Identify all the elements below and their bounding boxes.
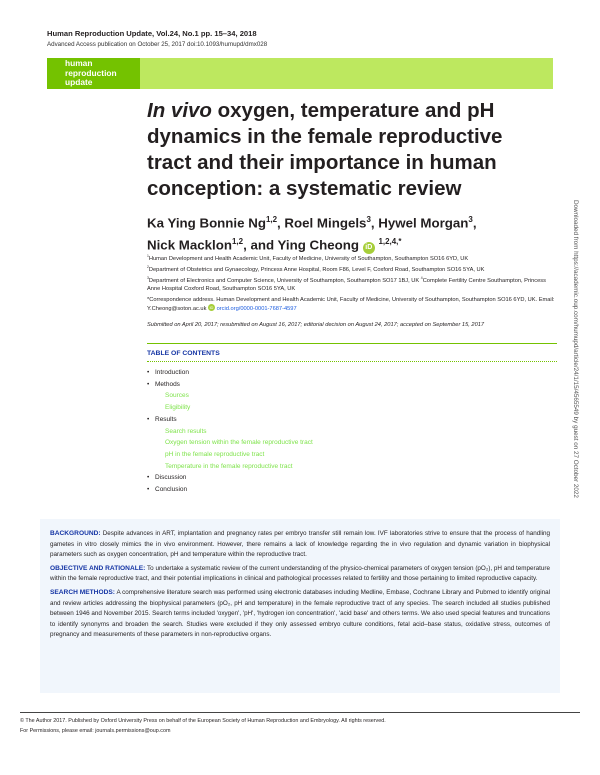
- footer: [20, 712, 580, 736]
- copyright: © The Author 2017. Published by Oxford University Press on behalf of the European Society of Human Reproduction and Embryology. All rights reserved.: [20, 718, 386, 724]
- search-methods-label: SEARCH METHODS:: [50, 588, 115, 596]
- article-title: [147, 98, 547, 202]
- author-sup: 3: [366, 215, 371, 224]
- toc-item[interactable]: pH in the female reproductive tract: [165, 450, 265, 458]
- table-of-contents: [147, 343, 557, 496]
- author-sup: 1,2: [265, 215, 278, 224]
- permissions: For Permissions, please email: journals.permissions@oup.com: [20, 728, 171, 734]
- author-name: Roel Mingels: [284, 215, 367, 231]
- affiliation-1: Human Development and Health Academic Unit, Faculty of Medicine, University of Southampton, Southampton SO16 6YD, UK: [148, 255, 469, 262]
- journal-reference: Human Reproduction Update, Vol.24, No.1 pp. 15–34, 2018: [47, 29, 257, 38]
- orcid-icon[interactable]: iD: [363, 242, 375, 254]
- objective-text: To undertake a systematic review of the current understanding of the physico-chemical parameters of oxygen tension (pO₂), pH and temperature within the female reproductive tract, and their potential implications in clinical and pathological processes related to fertility and those pertaining to limited reproductive capacity.: [50, 564, 551, 583]
- affiliation-3: Department of Electronics and Computer Science, University of Southampton, Southampton SO17 1BJ, UK: [148, 278, 420, 285]
- search-methods-text: A comprehensive literature search was performed using electronic databases including Medline, Embase, Cochrane Library and Pubmed to identify original and review articles addressing the biophysical parameters (pO₂, pH and temperature) in the female reproductive tract of any species. The search included all studies published between 1946 and November 2015. Search terms included 'oxygen', 'pH', 'hydrogen ion concentration', 'acid base' and others terms. We also used special features and truncations to identify synonyms and broaden the search. Studies were excluded if they only assessed embryo culture conditions, fetal acid–base status, oxidative stress, outcomes of pregnancy and measurements of these parameters in non-reproductive organs.: [50, 588, 551, 639]
- author-sup: 3: [468, 215, 473, 224]
- objective-label: OBJECTIVE AND RATIONALE:: [50, 564, 146, 572]
- title-rest: oxygen, temperature and pH dynamics in the female reproductive tract and their importance in human conception: a systematic review: [147, 99, 503, 200]
- toc-item[interactable]: Temperature in the female reproductive tract: [165, 462, 293, 470]
- correspondence-text: *Correspondence address. Human Development and Health Academic Unit, Faculty of Medicine, University of Southampton, Southampton SO16 6YD, UK. Email: Y.Cheong@soton.ac.uk: [147, 297, 555, 313]
- background-label: BACKGROUND:: [50, 530, 101, 537]
- affiliations: $^1$Human Development and Health Academic Unit, Faculty of Medicine, University of Southampton, Southampton SO16 6YD, UK $^2$Department of Obstetrics and Gynaecology, Princess Anne Hospital, Room F86, Level F, Coxford Road, Southampton SO16 5YA, UK $^3$Department of Electronics and Computer Science, University of Southampton, Southampton SO17 1BJ, UK $^4$Complete Fertility Centre Southampton, Princess Anne Hospital Coxford Road, Southampton SO16 5YA, UK: [147, 254, 546, 293]
- affiliation-2: Department of Obstetrics and Gynaecology, Princess Anne Hospital, Room F86, Level F, Coxford Road, Southampton SO16 5YA, UK: [148, 266, 485, 273]
- toc-item[interactable]: • Discussion: [147, 472, 557, 484]
- author-name: Hywel Morgan: [378, 215, 469, 231]
- submission-dates: Submitted on April 20, 2017; resubmitted on August 16, 2017; editorial decision on August 24, 2017; accepted on September 15, 2017: [147, 322, 485, 328]
- logo-text: human reproduction update: [65, 58, 117, 87]
- download-note: Downloaded from https://academic.oup.com/humupd/article/24/1/15/4565549 by guest on 27 October 2022: [572, 200, 579, 498]
- journal-logo: [47, 58, 140, 89]
- author-sup: 1,2,4,*: [378, 237, 402, 247]
- toc-item[interactable]: • Conclusion: [147, 484, 557, 496]
- toc-item[interactable]: Sources: [165, 392, 189, 400]
- toc-item[interactable]: • Introduction: [147, 367, 557, 379]
- title-italic: In vivo: [147, 99, 212, 122]
- toc-item[interactable]: • Results: [147, 414, 557, 426]
- orcid-icon: iD: [209, 305, 214, 311]
- orcid-link[interactable]: orcid.org/0000-0001-7687-4597: [216, 306, 297, 313]
- correspondence: [147, 296, 557, 313]
- author-list: Ka Ying Bonnie Ng$^{1,2}$, Roel Mingels$^3$, Hywel Morgan$^3$, Nick Macklon$^{1,2}$, and Ying Cheong iD $^{1,2,4,*}$: [147, 215, 477, 253]
- toc-item[interactable]: Search results: [165, 427, 207, 435]
- toc-item[interactable]: • Methods: [147, 379, 557, 391]
- author-name: and Ying Cheong: [250, 237, 360, 253]
- access-doi-line: Advanced Access publication on October 25, 2017 doi:10.1093/humupd/dmx028: [47, 41, 268, 48]
- toc-heading: TABLE OF CONTENTS: [147, 350, 557, 362]
- author-name: Nick Macklon: [147, 237, 232, 253]
- background-text: Despite advances in ART, implantation and pregnancy rates per embryo transfer still remain low. IVF laboratories strive to ensure that the process of handling gametes in vitro closely mimics the in vivo environment. However, there remains a lack of knowledge regarding the in vivo regulation and dynamic variation in biophysical parameters such as oxygen concentration, pH and temperature within the reproductive tract.: [50, 530, 551, 559]
- author-name: Ka Ying Bonnie Ng: [147, 215, 266, 231]
- toc-item[interactable]: Eligibility: [165, 404, 191, 412]
- affiliation-4: Complete Fertility Centre Southampton, Princess Anne Hospital Coxford Road, Southampton SO16 5YA, UK: [147, 278, 546, 293]
- toc-item[interactable]: Oxygen tension within the female reproductive tract: [165, 439, 313, 447]
- author-sup: 1,2: [231, 237, 244, 247]
- abstract: [40, 519, 560, 693]
